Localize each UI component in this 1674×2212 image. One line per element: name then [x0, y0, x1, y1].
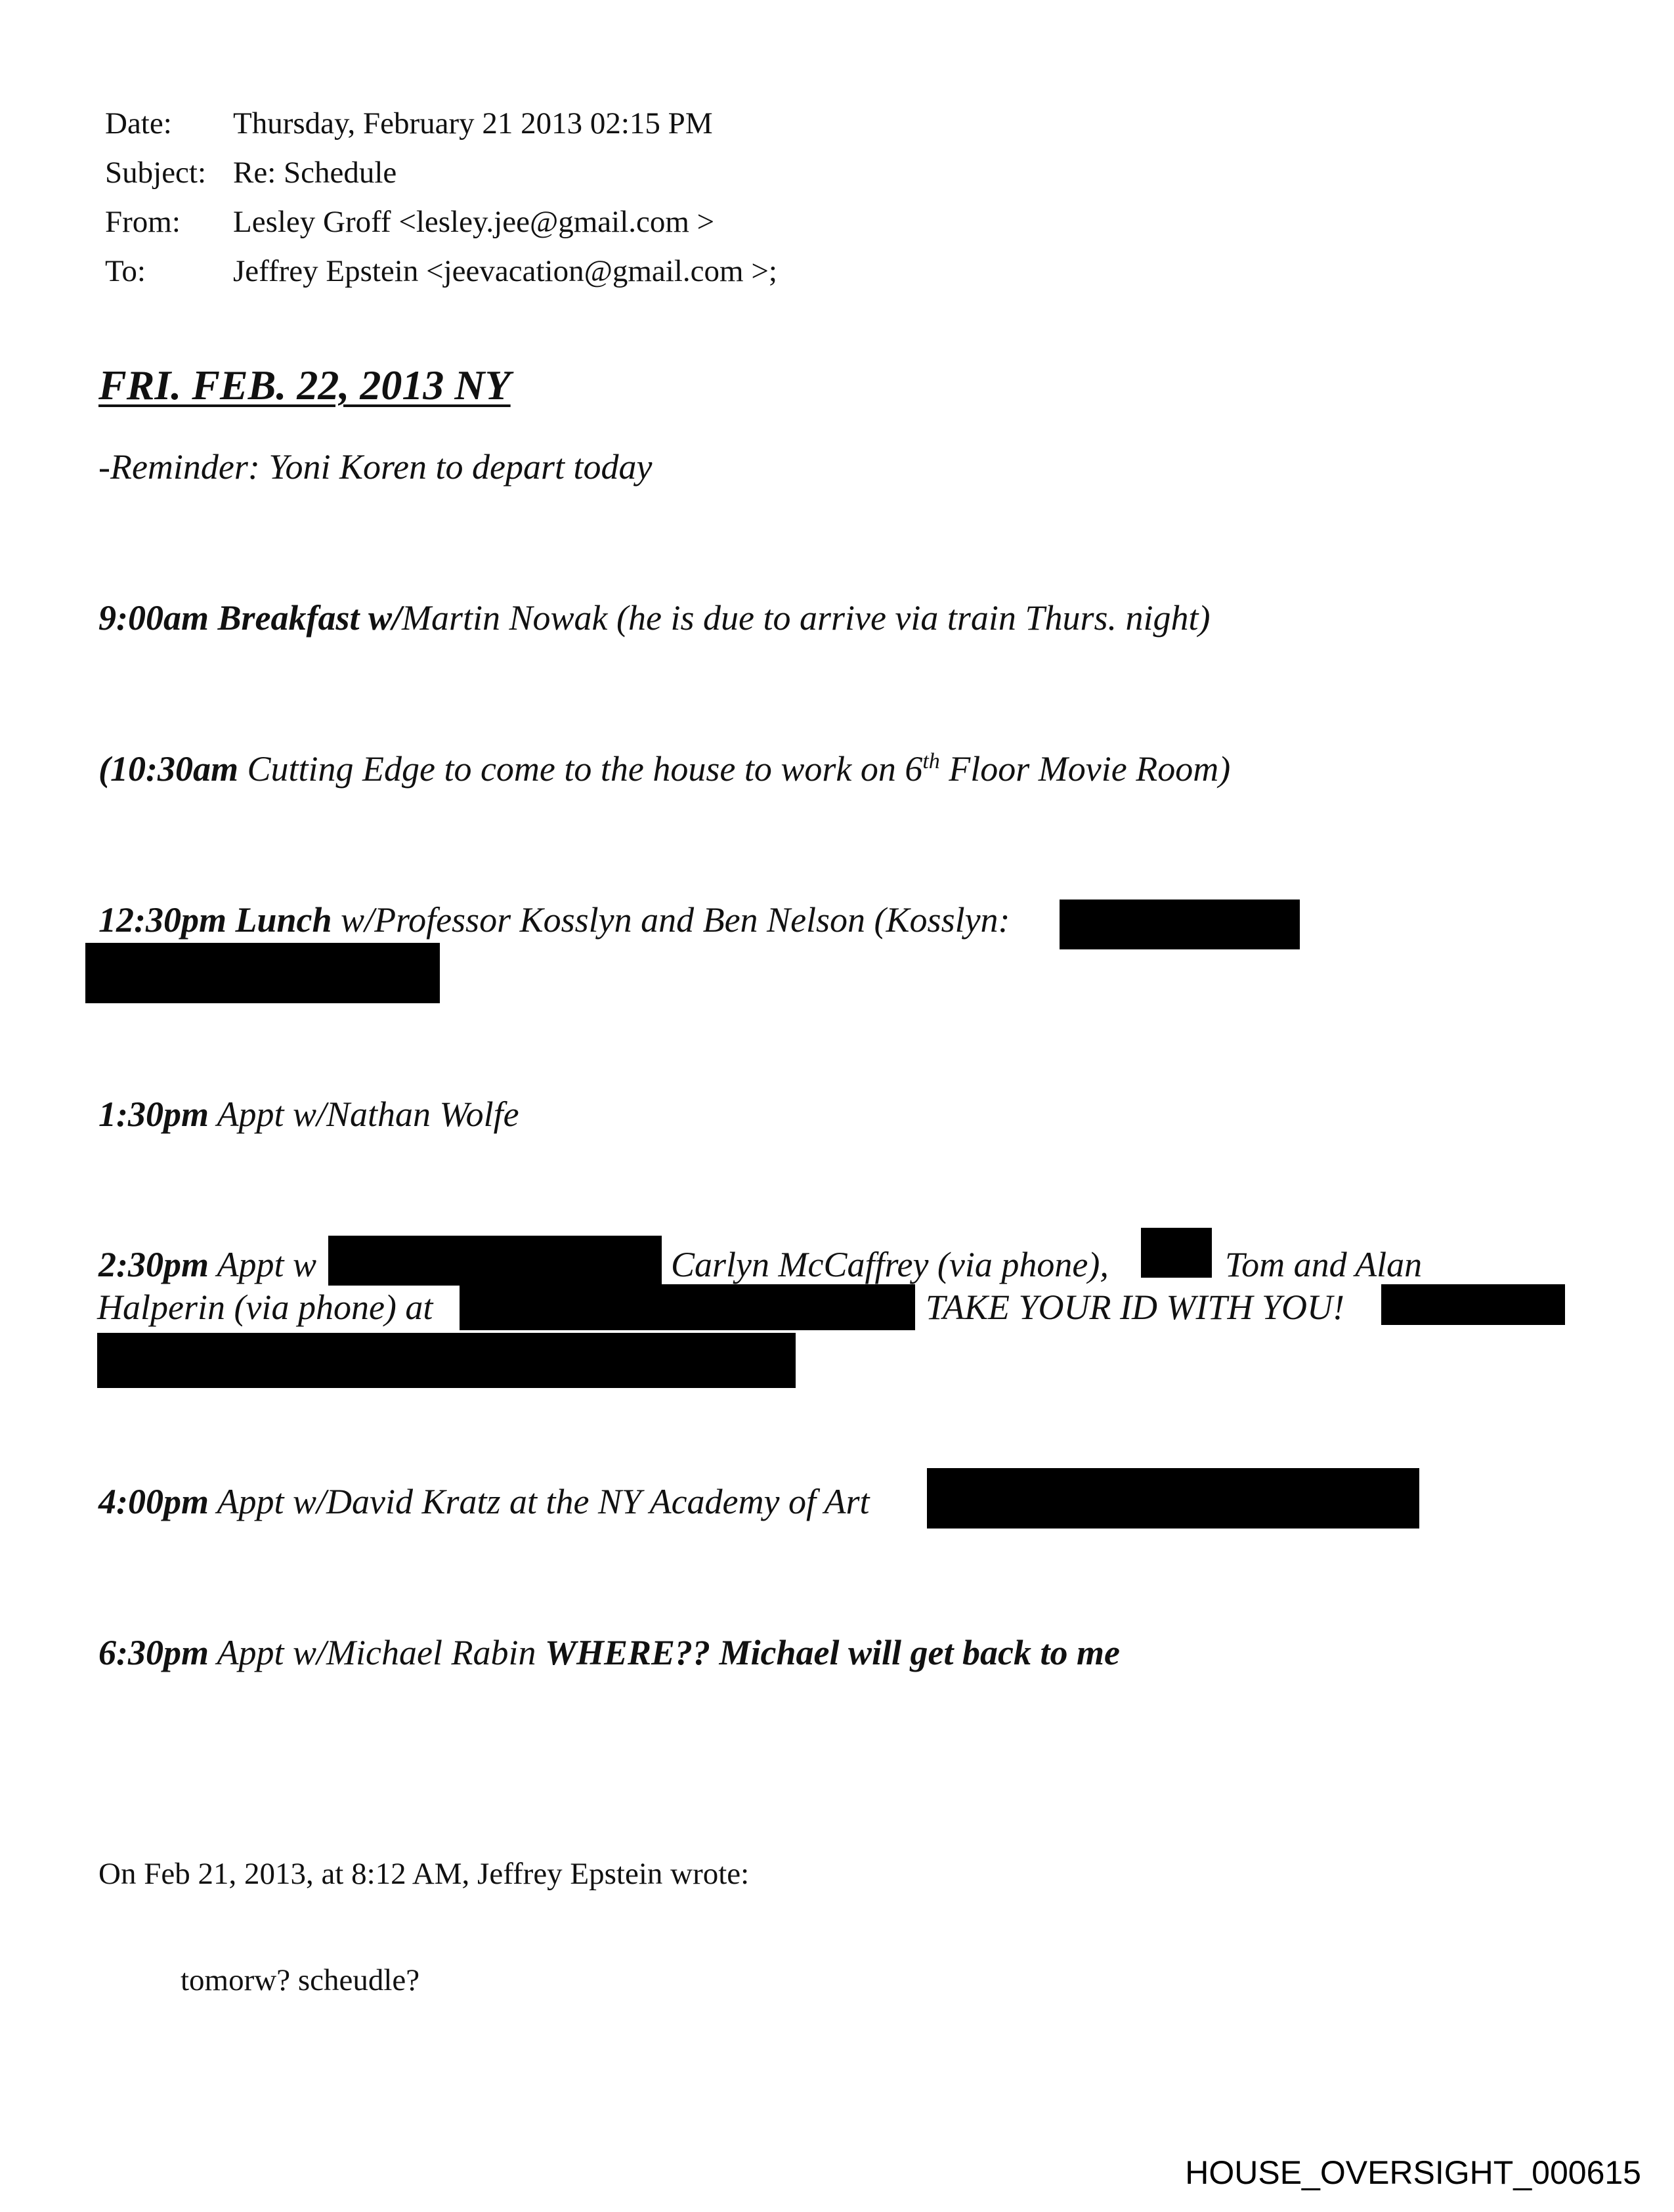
item-time: 6:30pm: [98, 1633, 209, 1672]
quoted-intro: On Feb 21, 2013, at 8:12 AM, Jeffrey Epstein wrote:: [98, 1857, 750, 1891]
item-text: Appt w/David Kratz at the NY Academy of Art: [209, 1482, 870, 1521]
item-text-carlyn: Carlyn McCaffrey (via phone),: [671, 1245, 1109, 1284]
schedule-item-breakfast: [98, 596, 1210, 640]
item-text: Appt w/Michael Rabin: [209, 1633, 545, 1672]
item-time: 9:00am Breakfast w/: [98, 598, 402, 638]
redaction-box: [460, 1284, 915, 1330]
item-text: w/Professor Kosslyn and Ben Nelson (Kosslyn:: [332, 900, 1010, 940]
schedule-item-michael-rabin: [98, 1631, 1120, 1674]
schedule-item-david-kratz: [98, 1480, 870, 1523]
redaction-box: [1060, 900, 1300, 949]
item-time: (10:30am: [98, 749, 238, 789]
quoted-body: tomorw? scheudle?: [181, 1963, 420, 1997]
from-value: Lesley Groff <lesley.jee@gmail.com >: [233, 205, 715, 239]
item-time: 2:30pm: [98, 1245, 209, 1284]
schedule-item-2-30: [98, 1243, 316, 1286]
subject-value: Re: Schedule: [233, 156, 397, 190]
bates-number: HOUSE_OVERSIGHT_000615: [1185, 2154, 1641, 2191]
item-time: 12:30pm Lunch: [98, 900, 332, 940]
subject-label: Subject:: [105, 156, 207, 190]
to-value: Jeffrey Epstein <jeevacation@gmail.com >;: [233, 254, 777, 288]
item-text: Martin Nowak (he is due to arrive via train Thurs. night): [402, 598, 1211, 638]
item-text-take-id: TAKE YOUR ID WITH YOU!: [926, 1288, 1345, 1327]
redaction-box: [85, 943, 440, 1003]
item-time: 4:00pm: [98, 1482, 209, 1521]
item-text: Appt w: [209, 1245, 317, 1284]
redaction-box: [1141, 1228, 1212, 1278]
redaction-box: [97, 1333, 796, 1388]
schedule-item-nathan-wolfe: [98, 1093, 519, 1136]
date-label: Date:: [105, 106, 172, 141]
redaction-box: [328, 1236, 662, 1286]
date-value: Thursday, February 21 2013 02:15 PM: [233, 106, 713, 141]
schedule-item-cutting-edge: [98, 747, 1230, 791]
schedule-item-lunch: [98, 898, 1010, 942]
item-text: Cutting Edge to come to the house to work on 6: [238, 749, 923, 789]
item-time: 1:30pm: [98, 1095, 209, 1134]
superscript-th: th: [922, 749, 940, 773]
to-label: To:: [105, 254, 146, 288]
item-text-halperin: Halperin (via phone) at: [97, 1288, 433, 1327]
redaction-box: [1381, 1284, 1565, 1325]
redaction-box: [927, 1468, 1419, 1529]
item-text-tail: Floor Movie Room): [939, 749, 1231, 789]
item-text-tom-alan: Tom and Alan: [1225, 1245, 1423, 1284]
reminder-line: -Reminder: Yoni Koren to depart today: [98, 447, 653, 487]
from-label: From:: [105, 205, 181, 239]
schedule-heading: FRI. FEB. 22, 2013 NY: [98, 362, 511, 408]
item-bold-note: WHERE?? Michael will get back to me: [544, 1633, 1120, 1672]
item-text: Appt w/Nathan Wolfe: [209, 1095, 519, 1134]
